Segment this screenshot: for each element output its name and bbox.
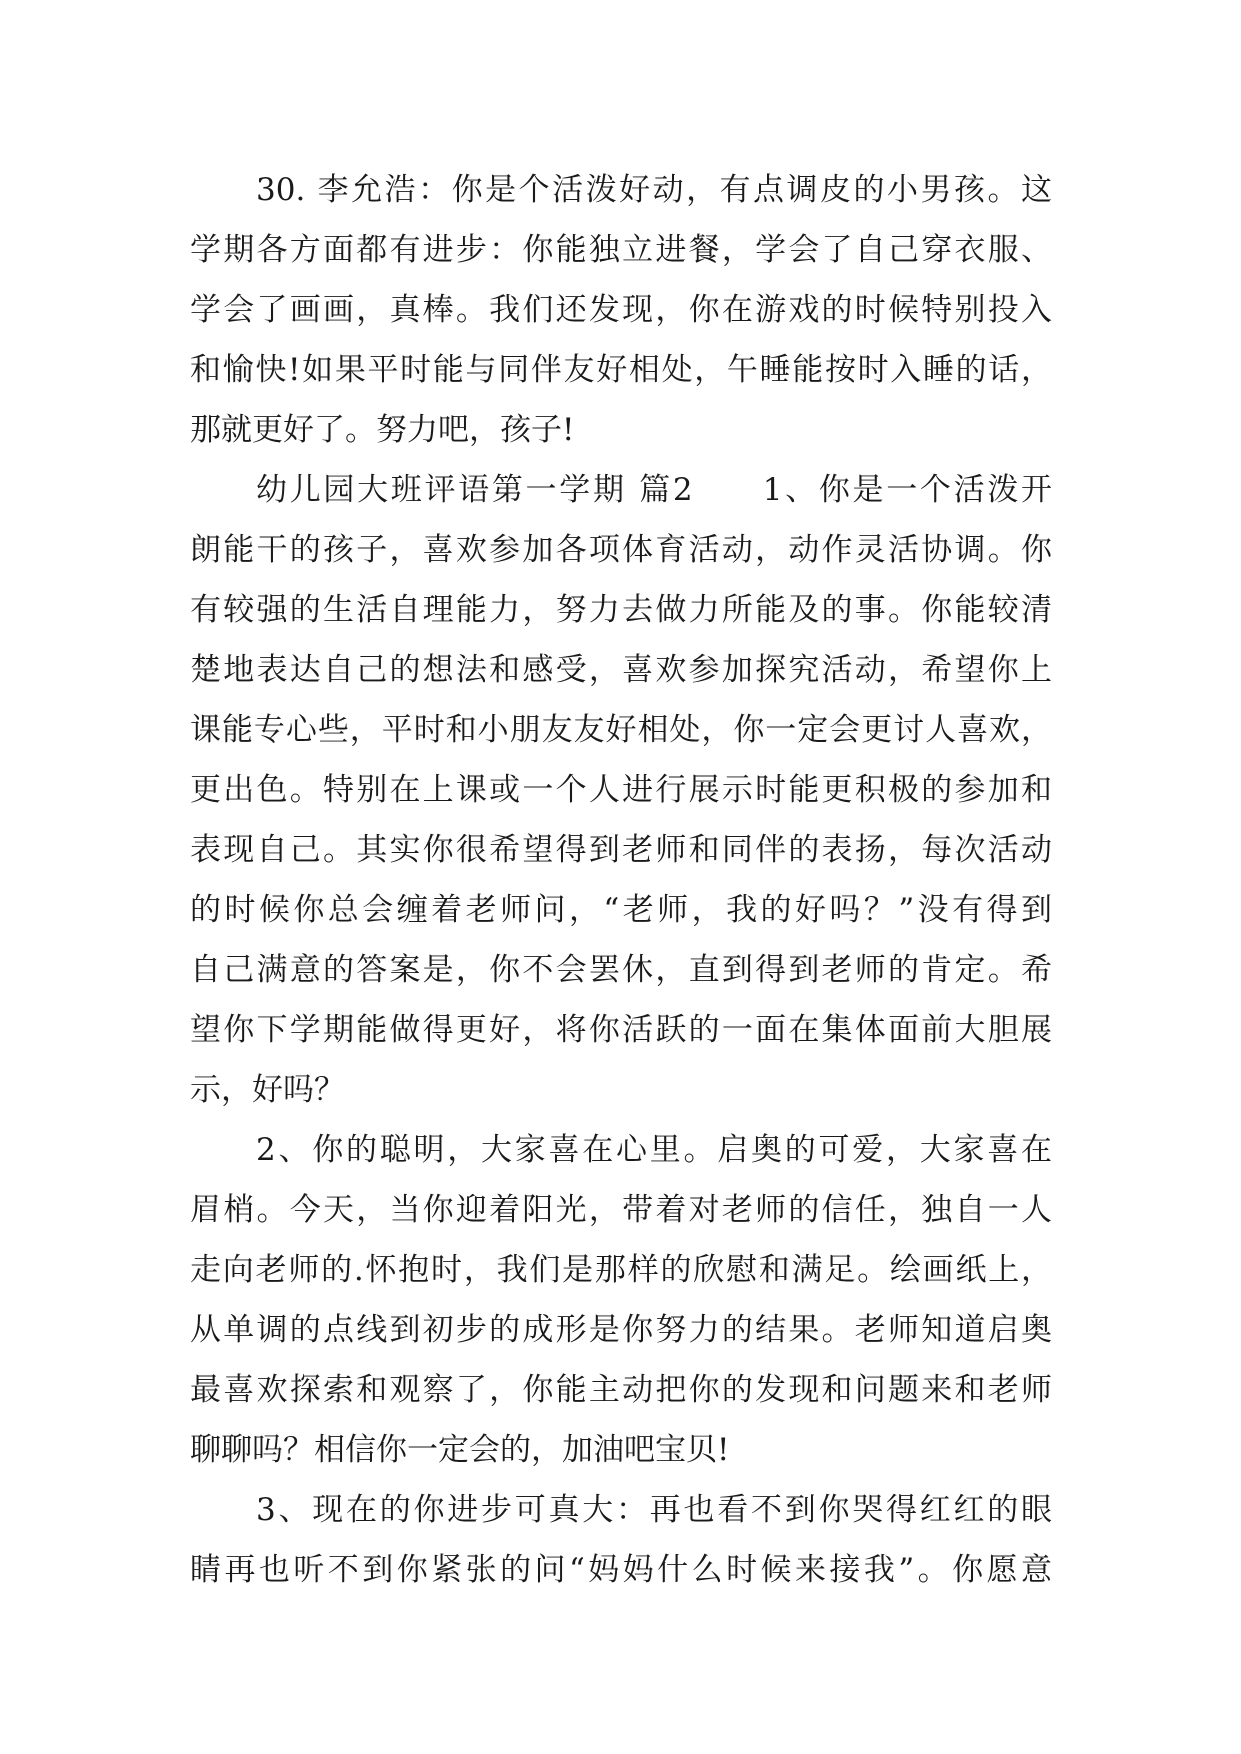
text-line: 那就更好了。努力吧，孩子! [190, 412, 575, 448]
text-line: 聊聊吗？相信你一定会的，加油吧宝贝! [190, 1432, 730, 1468]
text-line: 课能专心些，平时和小朋友友好相处，你一定会更讨人喜欢， [190, 712, 1052, 748]
text-line: 学期各方面都有进步：你能独立进餐，学会了自己穿衣服、 [190, 232, 1052, 268]
text-line: 走向老师的.怀抱时，我们是那样的欣慰和满足。绘画纸上， [190, 1252, 1052, 1288]
text-line: 楚地表达自己的想法和感受，喜欢参加探究活动，希望你上 [190, 652, 1052, 688]
text-line: 睛再也听不到你紧张的问“妈妈什么时候来接我”。你愿意 [190, 1552, 1052, 1588]
text-line: 和愉快!如果平时能与同伴友好相处，午睡能按时入睡的话， [190, 352, 1052, 388]
text-line: 望你下学期能做得更好，将你活跃的一面在集体面前大胆展 [190, 1012, 1052, 1048]
document-body [190, 160, 1052, 1600]
text-line: 的时候你总会缠着老师问，“老师，我的好吗？”没有得到 [190, 892, 1052, 928]
section-heading-line: 幼儿园大班评语第一学期 篇2 1、你是一个活泼开 [256, 472, 1052, 508]
text-line: 有较强的生活自理能力，努力去做力所能及的事。你能较清 [190, 592, 1052, 628]
text-line: 从单调的点线到初步的成形是你努力的结果。老师知道启奥 [190, 1312, 1052, 1348]
text-line: 表现自己。其实你很希望得到老师和同伴的表扬，每次活动 [190, 832, 1052, 868]
text-line: 学会了画画，真棒。我们还发现，你在游戏的时候特别投入 [190, 292, 1052, 328]
text-line: 朗能干的孩子，喜欢参加各项体育活动，动作灵活协调。你 [190, 532, 1052, 568]
text-line: 最喜欢探索和观察了，你能主动把你的发现和问题来和老师 [190, 1372, 1052, 1408]
text-line: 眉梢。今天，当你迎着阳光，带着对老师的信任，独自一人 [190, 1192, 1052, 1228]
text-line: 2、你的聪明，大家喜在心里。启奥的可爱，大家喜在 [256, 1132, 1052, 1168]
text-line: 自己满意的答案是，你不会罢休，直到得到老师的肯定。希 [190, 952, 1052, 988]
text-line: 更出色。特别在上课或一个人进行展示时能更积极的参加和 [190, 772, 1052, 808]
text-line: 示，好吗？ [190, 1072, 345, 1108]
text-line: 30. 李允浩：你是个活泼好动，有点调皮的小男孩。这 [256, 172, 1052, 208]
text-line: 3、现在的你进步可真大：再也看不到你哭得红红的眼 [256, 1492, 1052, 1528]
